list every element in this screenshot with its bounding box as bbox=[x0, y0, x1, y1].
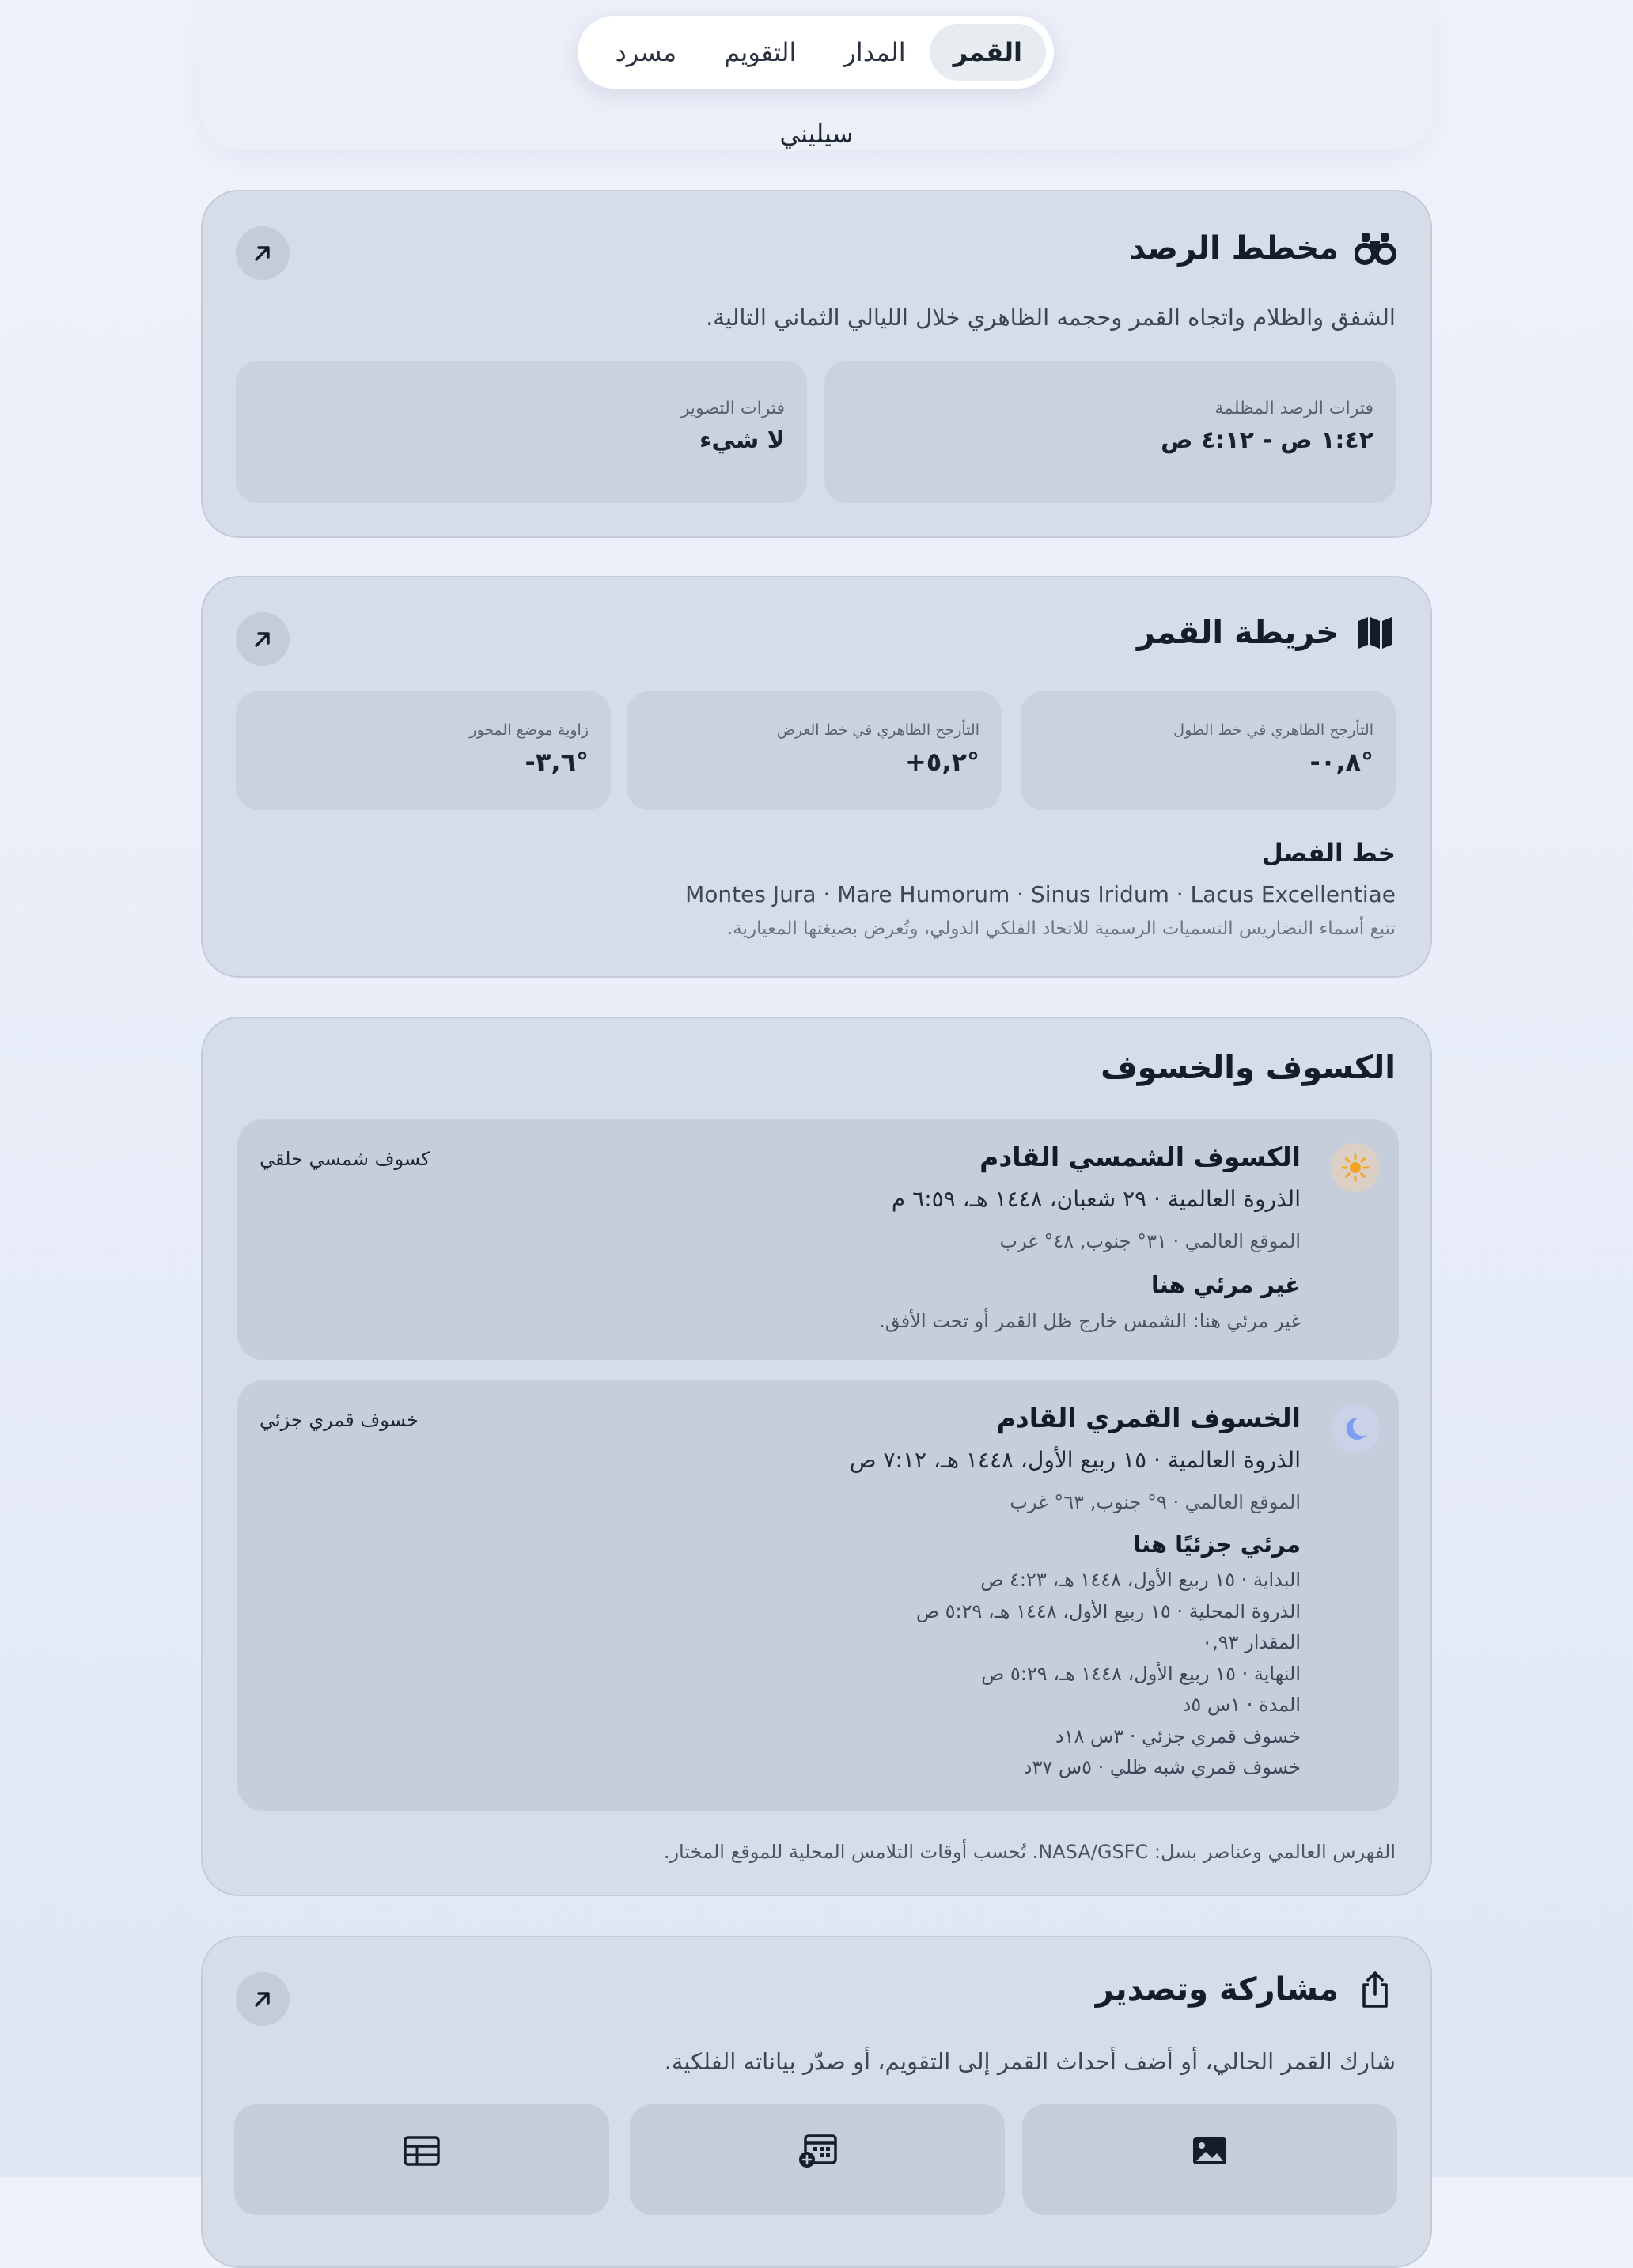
photo-periods-label: فترات التصوير bbox=[680, 399, 785, 418]
solar-eclipse-title: الكسوف الشمسي القادم bbox=[979, 1142, 1301, 1172]
axis-angle-value: -٣,٦° bbox=[525, 747, 589, 777]
share-table-option[interactable] bbox=[234, 2104, 609, 2215]
libration-lon-tile bbox=[1021, 691, 1396, 810]
lunar-eclipse-details bbox=[916, 1565, 1301, 1784]
tab-glossary[interactable]: مسرد bbox=[615, 37, 677, 67]
axis-angle-label: زاوية موضع المحور bbox=[469, 721, 589, 739]
share-description: شارك القمر الحالي، أو أضف أحداث القمر إلى التقويم، أو صدّر بياناته الفلكية. bbox=[664, 2048, 1396, 2075]
arrow-up-right-icon bbox=[251, 1987, 275, 2011]
solar-eclipse-visibility-note: غير مرئي هنا: الشمس خارج ظل القمر أو تحت الأفق. bbox=[879, 1310, 1301, 1332]
main-tabs bbox=[578, 16, 1054, 89]
terminator-note: تتبع أسماء التضاريس التسميات الرسمية للاتحاد الفلكي الدولي، وتُعرض بصيغتها المعيارية. bbox=[726, 918, 1396, 939]
eclipses-title: الكسوف والخسوف bbox=[1101, 1050, 1396, 1086]
observation-header bbox=[1129, 228, 1396, 269]
share-title: مشاركة وتصدير bbox=[1095, 1971, 1339, 2008]
axis-angle-tile bbox=[236, 691, 611, 810]
observation-title: مخطط الرصد bbox=[1129, 230, 1339, 267]
libration-lon-label: التأرجح الظاهري في خط الطول bbox=[1173, 721, 1373, 739]
eclipses-card bbox=[201, 1017, 1432, 1896]
lunar-eclipse-partial-duration: خسوف قمري جزئي · ٣س ١٨د bbox=[1055, 1725, 1301, 1747]
lunar-eclipse-duration: المدة · ١س ٥د bbox=[1182, 1694, 1301, 1716]
tab-orbit[interactable]: المدار bbox=[843, 37, 906, 67]
share-header bbox=[1096, 1969, 1396, 2010]
lunar-eclipse-title: الخسوف القمري القادم bbox=[996, 1403, 1301, 1433]
libration-lon-value: -٠,٨° bbox=[1309, 747, 1373, 777]
share-icon bbox=[1355, 1969, 1396, 2010]
moon-name: سيليني bbox=[779, 119, 854, 149]
photo-periods-value: لا شيء bbox=[699, 426, 785, 454]
libration-lat-label: التأرجح الظاهري في خط العرض bbox=[776, 721, 979, 739]
solar-eclipse-visibility: غير مرئي هنا bbox=[1151, 1271, 1301, 1298]
dark-periods-label: فترات الرصد المظلمة bbox=[1214, 399, 1373, 418]
tab-moon[interactable]: القمر bbox=[930, 24, 1046, 81]
eclipses-source-note: الفهرس العالمي وعناصر بسل: NASA/GSFC. تُحسب أوقات التلامس المحلية للموقع المختار. bbox=[663, 1841, 1396, 1863]
lunar-eclipse-penumbral-duration: خسوف قمري شبه ظلي · ٥س ٣٧د bbox=[1023, 1756, 1301, 1778]
observation-description: الشفق والظلام واتجاه القمر وحجمه الظاهري خلال الليالي الثماني التالية. bbox=[706, 304, 1396, 331]
share-expand-button[interactable] bbox=[236, 1972, 290, 2026]
solar-eclipse-type: كسوف شمسي حلقي bbox=[260, 1148, 430, 1170]
tab-calendar[interactable]: التقويم bbox=[724, 37, 797, 67]
observation-card bbox=[201, 190, 1432, 538]
solar-eclipse-panel[interactable] bbox=[237, 1119, 1399, 1360]
binoculars-icon bbox=[1355, 228, 1396, 269]
image-icon bbox=[1190, 2131, 1229, 2171]
photo-periods-tile bbox=[236, 361, 807, 503]
moon-map-expand-button[interactable] bbox=[236, 612, 290, 666]
terminator-title: خط الفصل bbox=[1261, 839, 1396, 868]
lunar-eclipse-local-peak: الذروة المحلية · ١٥ ربيع الأول، ١٤٤٨ هـ، ٥:٢٩ ص bbox=[915, 1600, 1301, 1622]
lunar-eclipse-magnitude: المقدار ٠,٩٣ bbox=[1202, 1631, 1301, 1653]
lunar-eclipse-visibility: مرئي جزئيًا هنا bbox=[1133, 1531, 1301, 1558]
lunar-eclipse-panel[interactable] bbox=[237, 1380, 1399, 1811]
lunar-eclipse-location: الموقع العالمي · ٩° جنوب, ٦٣° غرب bbox=[1010, 1491, 1301, 1513]
dark-periods-value: ١:٤٢ ص - ٤:١٢ ص bbox=[1161, 426, 1373, 454]
observation-expand-button[interactable] bbox=[236, 226, 290, 280]
libration-lat-tile bbox=[627, 691, 1002, 810]
eclipses-header bbox=[1101, 1050, 1396, 1086]
arrow-up-right-icon bbox=[251, 627, 275, 651]
moon-map-header bbox=[1137, 612, 1396, 653]
sun-icon bbox=[1331, 1143, 1380, 1192]
moon-map-title: خريطة القمر bbox=[1136, 615, 1339, 651]
terminator-features: Montes Jura · Mare Humorum · Sinus Iridum · Lacus Excellentiae bbox=[685, 881, 1396, 907]
libration-lat-value: +٥,٢° bbox=[904, 747, 979, 777]
lunar-eclipse-end: النهاية · ١٥ ربيع الأول، ١٤٤٨ هـ، ٥:٢٩ ص bbox=[981, 1662, 1301, 1685]
share-card bbox=[201, 1936, 1432, 2268]
calendar-add-icon bbox=[798, 2131, 837, 2171]
dark-periods-tile bbox=[824, 361, 1396, 503]
map-icon bbox=[1355, 612, 1396, 653]
solar-eclipse-location: الموقع العالمي · ٣١° جنوب, ٤٨° غرب bbox=[999, 1230, 1301, 1252]
table-icon bbox=[402, 2131, 441, 2171]
share-image-option[interactable] bbox=[1022, 2104, 1397, 2215]
lunar-eclipse-type: خسوف قمري جزئي bbox=[260, 1409, 419, 1431]
solar-eclipse-peak: الذروة العالمية · ٢٩ شعبان، ١٤٤٨ هـ، ٦:٥٩ م bbox=[891, 1186, 1301, 1212]
lunar-eclipse-start: البداية · ١٥ ربيع الأول، ١٤٤٨ هـ، ٤:٢٣ ص bbox=[980, 1569, 1301, 1591]
crescent-moon-icon bbox=[1331, 1404, 1380, 1453]
lunar-eclipse-peak: الذروة العالمية · ١٥ ربيع الأول، ١٤٤٨ هـ، ٧:١٢ ص bbox=[849, 1447, 1301, 1473]
moon-map-card bbox=[201, 576, 1432, 978]
arrow-up-right-icon bbox=[251, 241, 275, 265]
share-calendar-option[interactable] bbox=[630, 2104, 1005, 2215]
